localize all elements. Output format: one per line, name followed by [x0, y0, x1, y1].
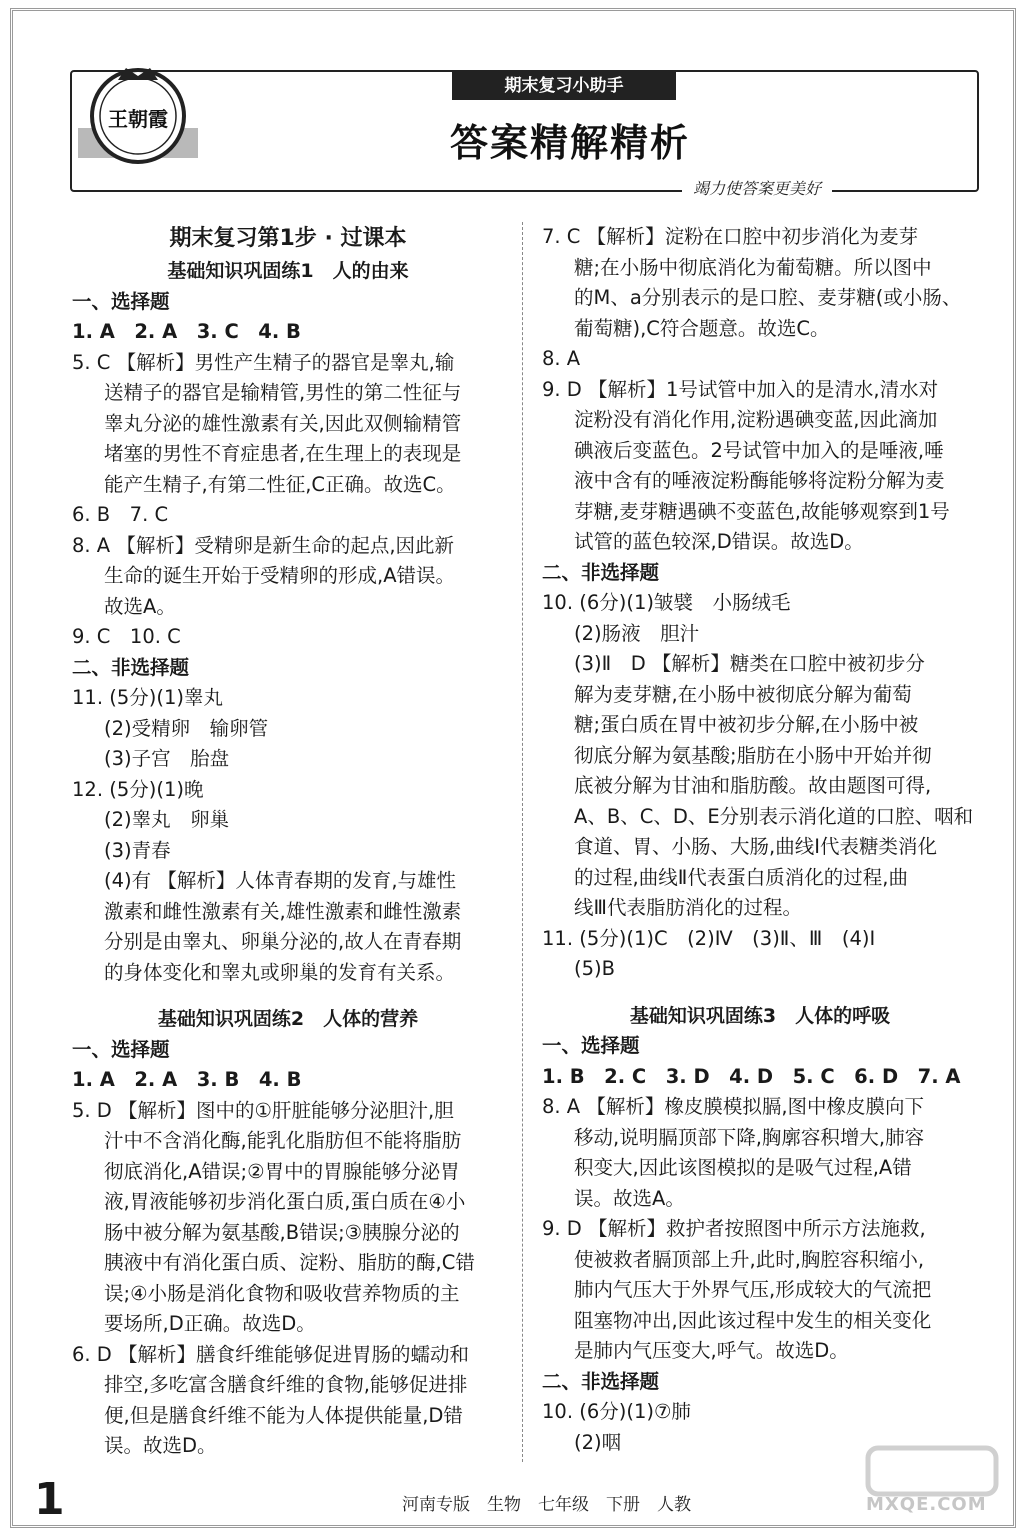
line: 淀粉没有消化作用,淀粉遇碘变蓝,因此滴加	[574, 408, 938, 431]
line: 生命的诞生开始于受精卵的形成,A错误。	[104, 564, 456, 587]
line: (2)咽	[574, 1430, 622, 1454]
line: 11. (5分)(1)睾丸	[72, 686, 223, 709]
line: 底被分解为甘油和脂肪酸。故由题图可得,	[574, 774, 932, 797]
line: 液中含有的唾液淀粉酶能够将淀粉分解为麦	[574, 469, 945, 492]
line: 分别是由睾丸、卵巢分泌的,故人在青春期	[104, 930, 462, 953]
watermark-text: MXQE.COM	[866, 1494, 987, 1515]
line: 的过程,曲线Ⅱ代表蛋白质消化的过程,曲	[574, 865, 908, 889]
line: 7. C 【解析】淀粉在口腔中初步消化为麦芽	[542, 225, 919, 248]
watermark-shape	[868, 1448, 996, 1494]
line: 9. D 【解析】1号试管中加入的是清水,清水对	[542, 377, 939, 401]
line: 11. (5分)(1)C (2)Ⅳ (3)Ⅱ、Ⅲ (4)Ⅰ	[542, 926, 876, 950]
left-column	[72, 222, 504, 1462]
spacer	[72, 988, 504, 1004]
line: 1. B 2. C 3. D 4. D 5. C 6. D 7. A	[542, 1064, 961, 1088]
line: 胰液中有消化蛋白质、淀粉、脂肪的酶,C错	[104, 1251, 475, 1274]
line: (3)子宫 胎盘	[104, 747, 230, 770]
line: 误。故选D。	[104, 1434, 217, 1457]
section-title: 基础知识巩固练1 人的由来	[167, 260, 409, 282]
line: 1. A 2. A 3. C 4. B	[72, 320, 301, 343]
line: 汁中不含消化酶,能乳化脂肪但不能将脂肪	[104, 1129, 462, 1152]
line: 送精子的器官是输精管,男性的第二性征与	[104, 381, 462, 404]
line: 二、非选择题	[72, 655, 190, 679]
line: 的身体变化和睾丸或卵巢的发育有关系。	[104, 960, 456, 984]
line: 要场所,D正确。故选D。	[104, 1312, 316, 1335]
line: 9. D 【解析】救护者按照图中所示方法施救,	[542, 1217, 926, 1240]
line: 肺内气压大于外界气压,形成较大的气流把	[574, 1278, 932, 1301]
line: 故选A。	[104, 594, 176, 618]
line: 1. A 2. A 3. B 4. B	[72, 1068, 302, 1091]
footer-info: 河南专版 生物 七年级 下册 人教	[402, 1495, 691, 1515]
line: 8. A	[542, 347, 581, 370]
line: (2)受精卵 输卵管	[104, 716, 269, 740]
step-title: 期末复习第1步 · 过课本	[169, 226, 407, 251]
line: 一、选择题	[72, 1037, 170, 1061]
line: 线Ⅲ代表脂肪消化的过程。	[574, 896, 802, 919]
line: 一、选择题	[72, 289, 170, 313]
line: 彻底分解为氨基酸;脂肪在小肠中开始并彻	[574, 743, 932, 767]
header-tag: 期末复习小助手	[452, 72, 676, 100]
line: 一、选择题	[542, 1034, 640, 1057]
line: 碘液后变蓝色。2号试管中加入的是唾液,唾	[574, 438, 944, 462]
line: (4)有 【解析】人体青春期的发育,与雄性	[104, 869, 457, 892]
line: 二、非选择题	[542, 560, 660, 584]
logo-text: 王朝霞	[108, 107, 168, 131]
line: 试管的蓝色较深,D错误。故选D。	[574, 530, 864, 553]
line: 的M、a分别表示的是口腔、麦芽糖(或小肠、	[574, 286, 962, 309]
line: 阻塞物冲出,因此该过程中发生的相关变化	[574, 1308, 932, 1332]
page-title: 答案精解精析	[449, 121, 690, 165]
line: 二、非选择题	[542, 1369, 660, 1393]
brand-logo	[78, 58, 198, 176]
line: 芽糖,麦芽糖遇碘不变蓝色,故能够观察到1号	[574, 499, 950, 523]
line: 8. A 【解析】受精卵是新生命的起点,因此新	[72, 533, 455, 557]
line: A、B、C、D、E分别表示消化道的口腔、咽和	[574, 804, 974, 828]
line: 睾丸分泌的雄性激素有关,因此双侧输精管	[104, 411, 462, 435]
line: 能产生精子,有第二性征,C正确。故选C。	[104, 472, 456, 496]
line: 堵塞的男性不育症患者,在生理上的表现是	[104, 442, 462, 465]
right-column	[542, 222, 978, 1458]
line: 糖;蛋白质在胃中被初步分解,在小肠中被	[574, 713, 919, 736]
line: 6. B 7. C	[72, 503, 169, 526]
line: 液,胃液能够初步消化蛋白质,蛋白质在④小	[104, 1190, 466, 1213]
line: 糖;在小肠中彻底消化为葡萄糖。所以图中	[574, 255, 932, 279]
page-number: 1	[34, 1474, 65, 1525]
slogan: 竭力使答案更美好	[682, 176, 832, 199]
spacer	[542, 985, 978, 1001]
line: (5)B	[574, 957, 615, 980]
line: 12. (5分)(1)晚	[72, 777, 204, 801]
line: (2)肠液 胆汁	[574, 621, 700, 645]
line: 解为麦芽糖,在小肠中被彻底分解为葡萄	[574, 682, 912, 706]
line: 激素和雌性激素有关,雄性激素和雌性激素	[104, 899, 462, 923]
section-title: 基础知识巩固练3 人体的呼吸	[629, 1004, 891, 1027]
line: (3)青春	[104, 838, 171, 862]
line: 9. C 10. C	[72, 625, 181, 648]
line: 误;④小肠是消化食物和吸收营养物质的主	[104, 1281, 460, 1305]
line: 使被救者膈顶部上升,此时,胸腔容积缩小,	[574, 1247, 925, 1271]
line: 6. D 【解析】膳食纤维能够促进胃肠的蠕动和	[72, 1342, 470, 1366]
line: 10. (6分)(1)皱襞 小肠绒毛	[542, 591, 791, 614]
line: 彻底消化,A错误;②胃中的胃腺能够分泌胃	[104, 1159, 460, 1183]
line: (3)Ⅱ D 【解析】糖类在口腔中被初步分	[574, 652, 925, 675]
line: 移动,说明膈顶部下降,胸廓容积增大,肺容	[574, 1125, 925, 1149]
line: (2)睾丸 卵巢	[104, 808, 230, 831]
line: 误。故选A。	[574, 1186, 685, 1210]
line: 排空,多吃富含膳食纤维的食物,能够促进排	[104, 1373, 468, 1396]
line: 食道、胃、小肠、大肠,曲线Ⅰ代表糖类消化	[574, 835, 937, 858]
line: 10. (6分)(1)⑦肺	[542, 1400, 691, 1423]
line: 葡萄糖),C符合题意。故选C。	[574, 316, 830, 340]
line: 积变大,因此该图模拟的是吸气过程,A错	[574, 1156, 912, 1179]
line: 便,但是膳食纤维不能为人体提供能量,D错	[104, 1403, 463, 1427]
section-title: 基础知识巩固练2 人体的营养	[157, 1008, 419, 1030]
line: 5. D 【解析】图中的①肝脏能够分泌胆汁,胆	[72, 1098, 454, 1122]
line: 是肺内气压变大,呼气。故选D。	[574, 1339, 849, 1362]
column-divider	[522, 222, 523, 1462]
line: 8. A 【解析】橡皮膜模拟膈,图中橡皮膜向下	[542, 1095, 925, 1118]
line: 肠中被分解为氨基酸,B错误;③胰腺分泌的	[104, 1220, 460, 1244]
line: 5. C 【解析】男性产生精子的器官是睾丸,输	[72, 350, 455, 374]
